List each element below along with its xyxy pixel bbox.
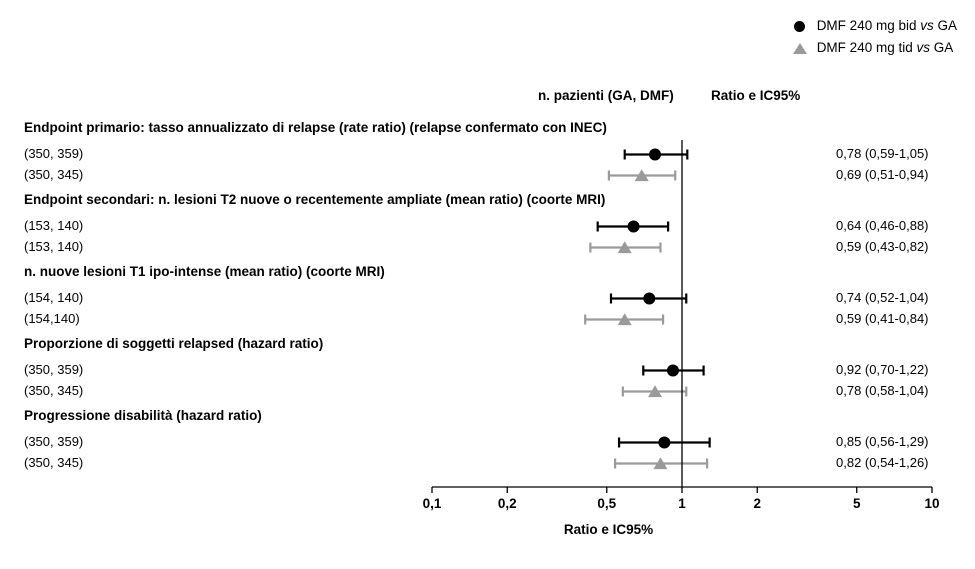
row-ratio-label: 0,82 (0,54-1,26) (836, 455, 929, 470)
row-patients: (350, 359) (24, 434, 84, 449)
row-ratio-label: 0,78 (0,58-1,04) (836, 383, 929, 398)
row-ratio-label: 0,92 (0,70-1,22) (836, 362, 929, 377)
circle-marker (649, 149, 661, 161)
triangle-marker (648, 385, 662, 397)
circle-marker (628, 221, 640, 233)
row-patients: (154, 140) (24, 290, 84, 305)
x-axis-tick-label: 0,1 (422, 496, 442, 511)
group-title: Progressione disabilità (hazard ratio) (24, 408, 262, 423)
row-ratio-label: 0,78 (0,59-1,05) (836, 146, 929, 161)
row-patients: (350, 359) (24, 362, 84, 377)
row-ratio-label: 0,85 (0,56-1,29) (836, 434, 929, 449)
triangle-marker (618, 241, 632, 253)
legend-item (791, 40, 957, 55)
x-axis-tick-label: 1 (678, 496, 686, 511)
row-ratio-label: 0,74 (0,52-1,04) (836, 290, 929, 305)
group-title: n. nuove lesioni T1 ipo-intense (mean ratio) (coorte MRI) (24, 264, 385, 279)
legend-item (791, 18, 957, 33)
x-axis-tick-label: 10 (924, 496, 940, 511)
legend-item-label: DMF 240 mg tid vs GA (816, 40, 954, 55)
row-patients: (154,140) (24, 311, 80, 326)
row-patients: (350, 345) (24, 167, 84, 182)
row-ratio-label: 0,59 (0,41-0,84) (836, 311, 929, 326)
triangle-marker (635, 169, 649, 181)
circle-marker (643, 293, 655, 305)
axis-title: Ratio e IC95% (563, 522, 654, 537)
row-ratio-label: 0,69 (0,51-0,94) (836, 167, 929, 182)
row-patients: (350, 359) (24, 146, 84, 161)
column-header-patients: n. pazienti (GA, DMF) (538, 88, 674, 103)
row-patients: (153, 140) (24, 218, 84, 233)
x-axis-tick-label: 0,5 (597, 496, 617, 511)
group-title: Endpoint primario: tasso annualizzato di relapse (rate ratio) (relapse confermato con INEC) (24, 120, 607, 135)
x-axis-tick-label: 5 (852, 496, 861, 511)
row-patients: (350, 345) (24, 383, 84, 398)
row-ratio-label: 0,59 (0,43-0,82) (836, 239, 929, 254)
row-patients: (350, 345) (24, 455, 84, 470)
triangle-marker (653, 457, 667, 469)
circle-marker (667, 365, 679, 377)
x-axis-tick-label: 0,2 (497, 496, 517, 511)
group-title: Endpoint secondari: n. lesioni T2 nuove o recentemente ampliate (mean ratio) (coorte MRI) (24, 192, 606, 207)
legend-item-label: DMF 240 mg bid vs GA (816, 18, 957, 33)
triangle-marker (618, 313, 632, 325)
circle-marker-icon (791, 18, 809, 33)
triangle-marker-icon (791, 40, 809, 55)
x-axis-tick-label: 2 (753, 496, 762, 511)
row-ratio-label: 0,64 (0,46-0,88) (836, 218, 929, 233)
column-header-ratio: Ratio e IC95% (711, 88, 801, 103)
group-title: Proporzione di soggetti relapsed (hazard ratio) (24, 336, 324, 351)
row-patients: (153, 140) (24, 239, 84, 254)
circle-marker (658, 437, 670, 449)
legend (791, 18, 957, 62)
